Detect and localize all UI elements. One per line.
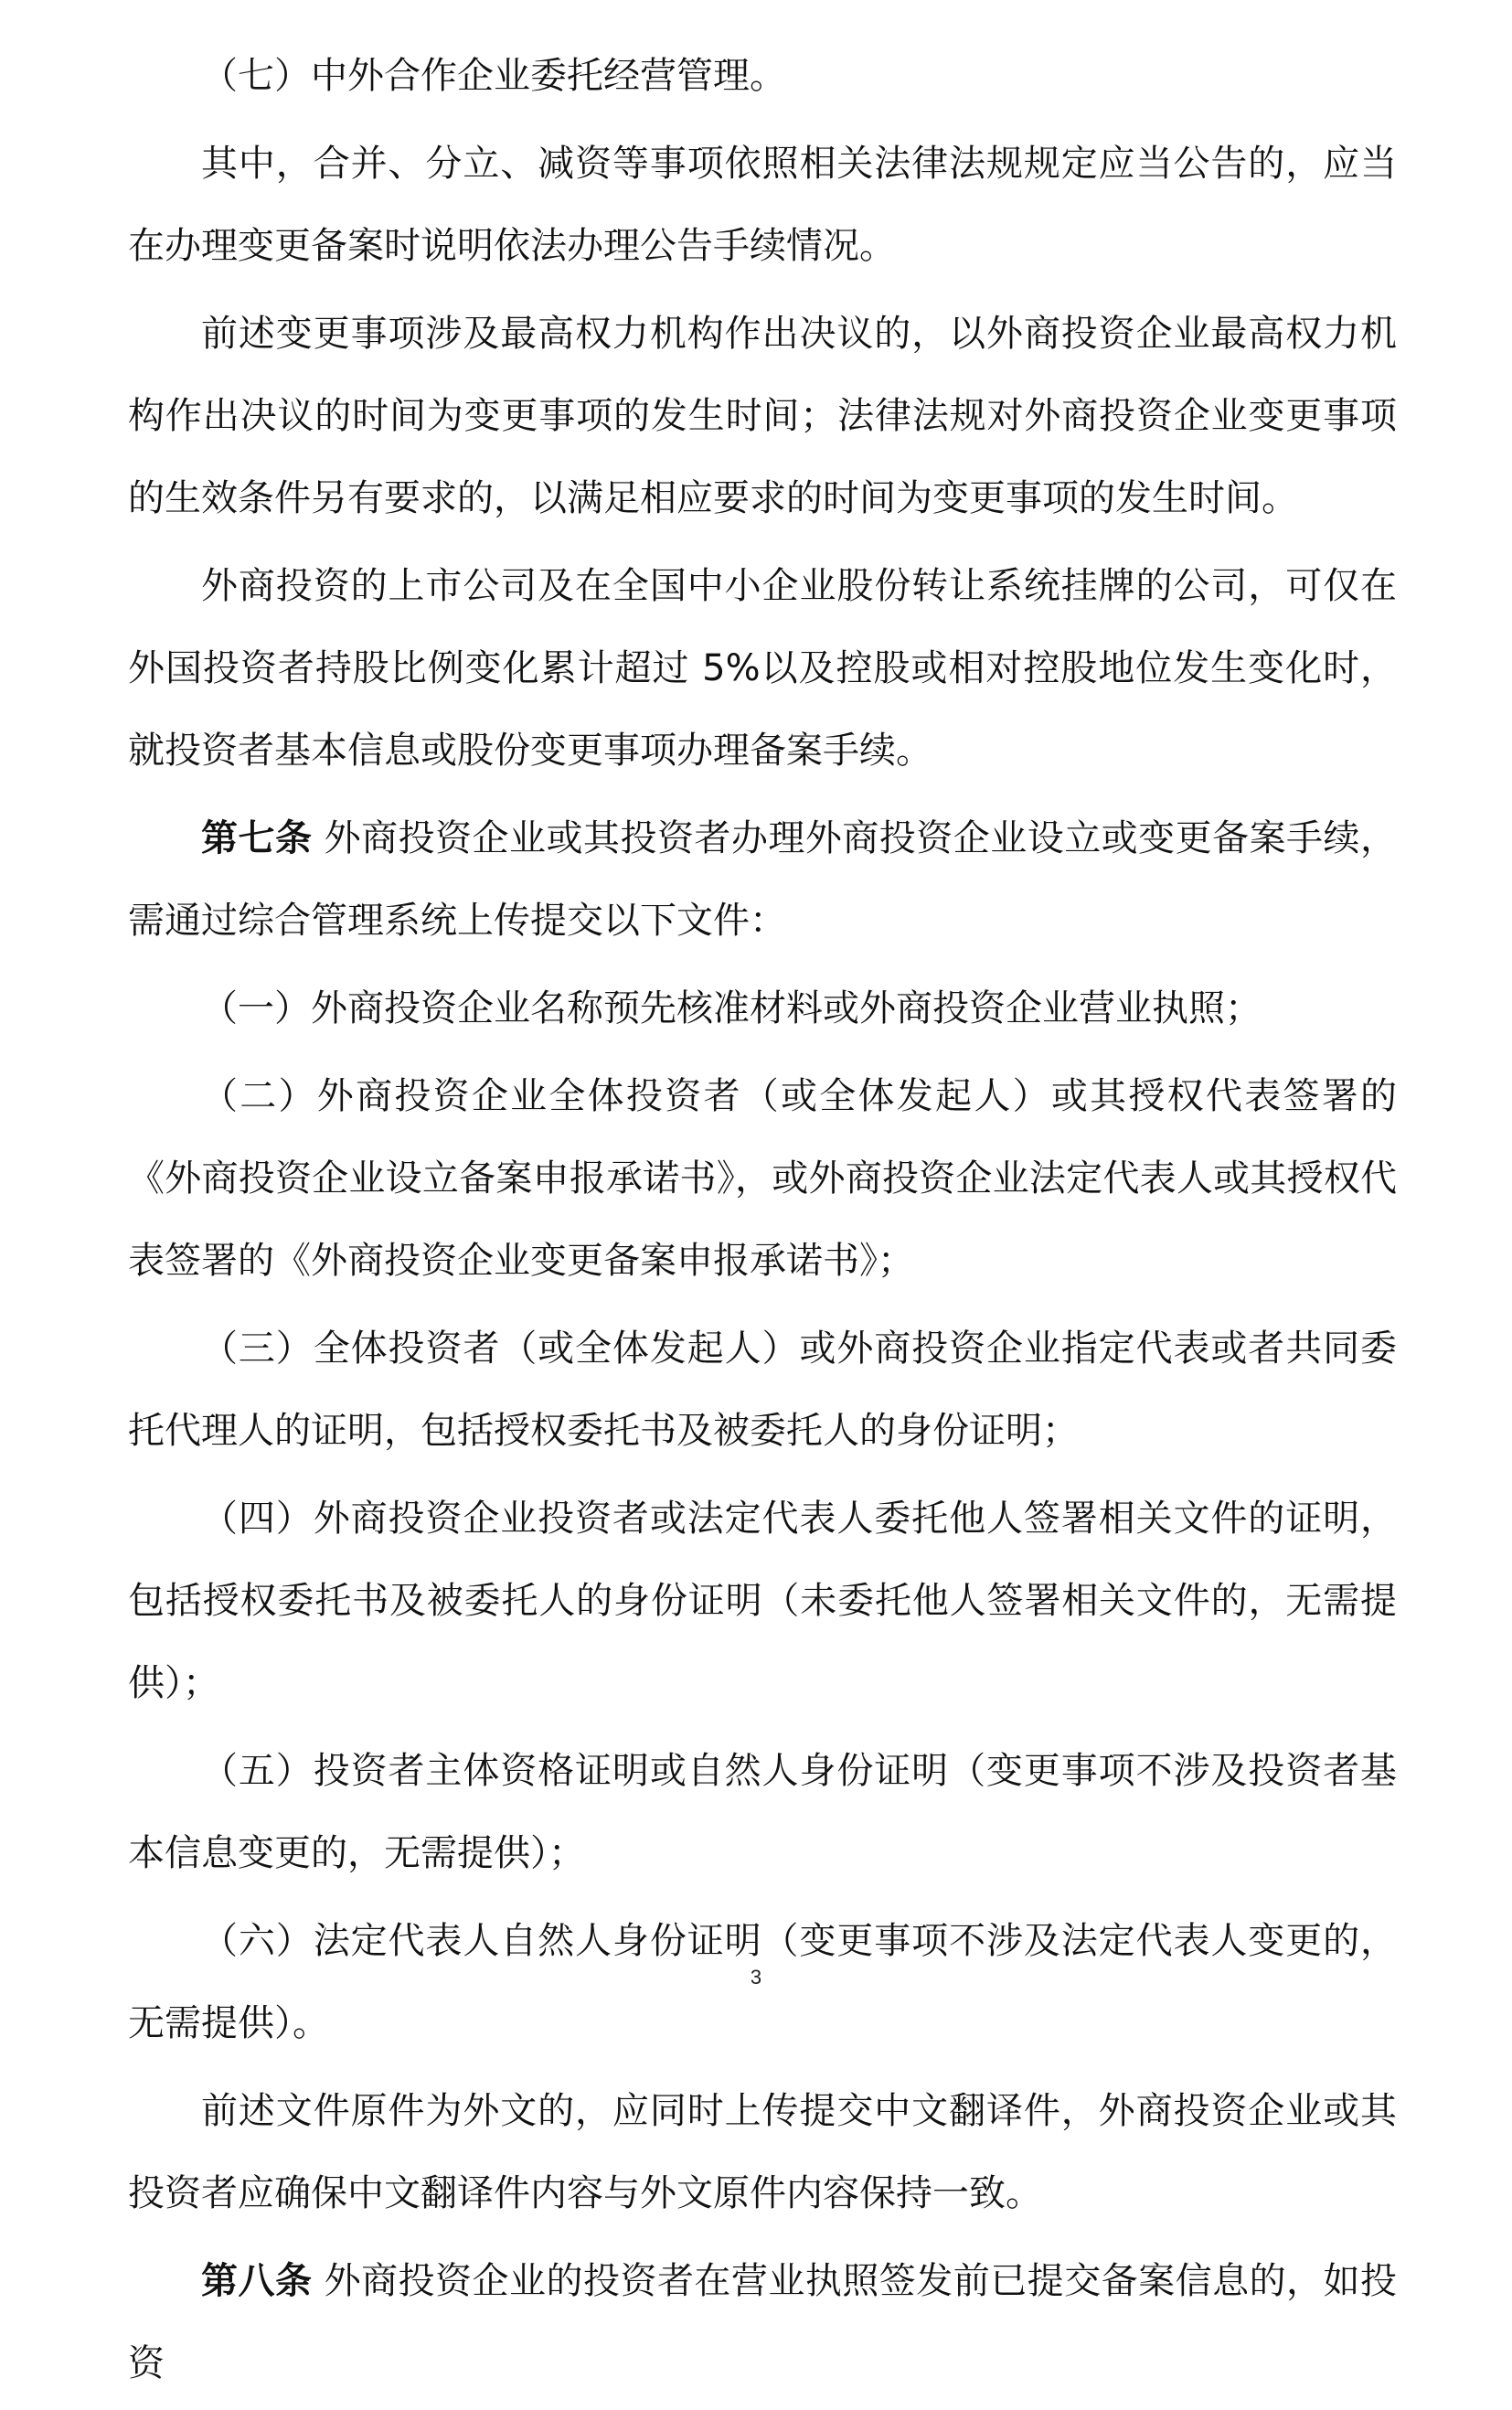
paragraph-announcement	[128, 123, 1397, 287]
list-item-text: （五）投资者主体资格证明或自然人身份证明（变更事项不涉及投资者基本信息变更的，无需提供）；	[128, 1750, 1397, 1874]
list-item-text: （三）全体投资者（或全体发起人）或外商投资企业指定代表或者共同委托代理人的证明，包括授权委托书及被委托人的身份证明；	[128, 1328, 1397, 1452]
list-item-2	[128, 1055, 1397, 1302]
paragraph-item-7	[128, 35, 1397, 117]
paragraph-text: 其中，合并、分立、减资等事项依照相关法律法规规定应当公告的，应当在办理变更备案时说明依法办理公告手续情况。	[128, 143, 1397, 267]
paragraph-text: 前述变更事项涉及最高权力机构作出决议的，以外商投资企业最高权力机构作出决议的时间为变更事项的发生时间；法律法规对外商投资企业变更事项的生效条件另有要求的，以满足相应要求的时间为变更事项的发生时间。	[128, 313, 1397, 519]
paragraph-listed-companies	[128, 545, 1397, 792]
article-7-title: 第七条	[201, 817, 313, 859]
list-item-text: （二）外商投资企业全体投资者（或全体发起人）或其授权代表签署的《外商投资企业设立备案申报承诺书》，或外商投资企业法定代表人或其授权代表签署的《外商投资企业变更备案申报承诺书》；	[128, 1075, 1397, 1282]
list-item-5	[128, 1730, 1397, 1894]
article-8-text: 外商投资企业的投资者在营业执照签发前已提交备案信息的，如投资	[128, 2260, 1398, 2384]
list-item-text: （六）法定代表人自然人身份证明（变更事项不涉及法定代表人变更的，无需提供）。	[128, 1920, 1397, 2044]
list-item-text: （四）外商投资企业投资者或法定代表人委托他人签署相关文件的证明，包括授权委托书及被委托人的身份证明（未委托他人签署相关文件的，无需提供）；	[128, 1498, 1397, 1704]
article-7	[128, 797, 1397, 962]
list-item-text: （一）外商投资企业名称预先核准材料或外商投资企业营业执照；	[201, 987, 1262, 1029]
list-item-4	[128, 1477, 1397, 1724]
list-item-3	[128, 1307, 1397, 1472]
article-7-text: 外商投资企业或其投资者办理外商投资企业设立或变更备案手续，需通过综合管理系统上传提交以下文件：	[128, 817, 1398, 942]
paragraph-translation	[128, 2070, 1397, 2234]
paragraph-text: 前述文件原件为外文的，应同时上传提交中文翻译件，外商投资企业或其投资者应确保中文翻译件内容与外文原件内容保持一致。	[128, 2090, 1397, 2214]
article-8-title: 第八条	[201, 2260, 313, 2302]
article-8	[128, 2240, 1397, 2405]
document-page	[128, 35, 1397, 2410]
paragraph-text: （七）中外合作企业委托经营管理。	[201, 55, 786, 97]
paragraph-text: 外商投资的上市公司及在全国中小企业股份转让系统挂牌的公司，可仅在外国投资者持股比例变化累计超过 5%以及控股或相对控股地位发生变化时，就投资者基本信息或股份变更事项办理备案手续。	[128, 565, 1397, 772]
page-number: 3	[750, 1966, 762, 1989]
list-item-1	[128, 967, 1397, 1050]
paragraph-resolution-time	[128, 293, 1397, 539]
